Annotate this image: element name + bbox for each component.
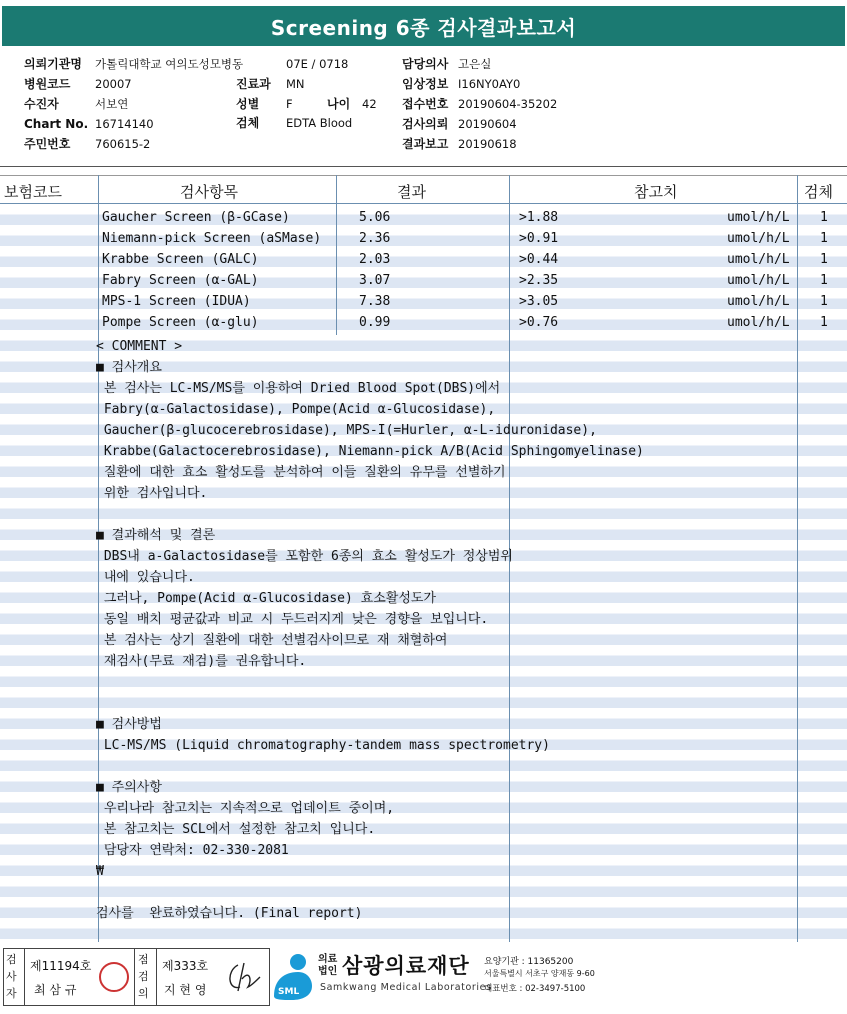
table-row bbox=[0, 270, 847, 291]
specimen-count: 1 bbox=[820, 273, 828, 288]
comment-line: 본 검사는 상기 질환에 대한 선별검사이므로 재 채혈하여 bbox=[96, 633, 448, 648]
comment-line: < COMMENT > bbox=[96, 339, 183, 354]
examiner-seal-icon bbox=[99, 962, 129, 992]
info-right-label: 담당의사 bbox=[402, 57, 449, 71]
info-left-value: 서보연 bbox=[95, 97, 129, 111]
comment-line: 본 참고치는 SCL에서 설정한 참고치 입니다. bbox=[96, 822, 376, 837]
info-left-label: 병원코드 bbox=[24, 77, 71, 91]
test-item: Fabry Screen (α-GAL) bbox=[102, 273, 259, 288]
reference-value: >2.35 bbox=[519, 273, 559, 288]
org-name: 삼광의료재단 bbox=[342, 954, 470, 978]
comment-line: 본 검사는 LC-MS/MS를 이용하여 Dried Blood Spot(DBS)에서 bbox=[96, 381, 501, 396]
info-right-label: 검사의뢰 bbox=[402, 117, 449, 131]
info-right-label: 접수번호 bbox=[402, 97, 449, 111]
test-item: Gaucher Screen (β-GCase) bbox=[102, 210, 290, 225]
table-row bbox=[0, 228, 847, 249]
age: 42 bbox=[362, 97, 377, 111]
reference-value: >0.76 bbox=[519, 315, 559, 330]
comment-line bbox=[96, 756, 644, 777]
sex: F bbox=[286, 97, 293, 111]
report-title: Screening 6종 검사결과보고서 bbox=[2, 6, 845, 46]
specimen-count: 1 bbox=[820, 252, 828, 267]
info-left-value: 20007 bbox=[95, 77, 132, 91]
comment-line: 담당자 연락처: 02-330-2081 bbox=[96, 843, 289, 858]
reference-value: >3.05 bbox=[519, 294, 559, 309]
header-divider-top bbox=[0, 166, 847, 167]
table-row bbox=[0, 312, 847, 333]
reviewer-signature-icon bbox=[224, 957, 264, 997]
info-left-value: 760615-2 bbox=[95, 137, 151, 151]
comment-line: 질환에 대한 효소 활성도를 분석하여 이들 질환의 유무를 선별하기 bbox=[96, 465, 506, 480]
info-left-value: 가톨릭대학교 여의도성모병동 bbox=[95, 57, 244, 71]
result-value: 0.99 bbox=[359, 315, 391, 330]
info-left-label: Chart No. bbox=[24, 117, 89, 131]
col-reference: 참고치 bbox=[634, 183, 678, 201]
result-value: 2.03 bbox=[359, 252, 391, 267]
comment-line bbox=[96, 504, 644, 525]
org-code: 요양기관 : 11365200 bbox=[484, 957, 574, 967]
comment-line: 재검사(무료 재검)를 권유합니다. bbox=[96, 654, 307, 669]
ward: 07E / 0718 bbox=[286, 57, 349, 71]
info-right-value: 20190604 bbox=[458, 117, 517, 131]
unit: umol/h/L bbox=[727, 210, 790, 225]
test-item: Pompe Screen (α-glu) bbox=[102, 315, 259, 330]
specimen: EDTA Blood bbox=[286, 116, 353, 130]
col-test-item: 검사항목 bbox=[180, 183, 238, 201]
comment-line: Gaucher(β-glucocerebrosidase), MPS-I(=Hurler, α-L-iduronidase), bbox=[96, 423, 597, 438]
info-right-value: 고은실 bbox=[458, 57, 492, 71]
col-specimen: 검체 bbox=[804, 183, 833, 201]
reference-value: >0.91 bbox=[519, 231, 559, 246]
comment-line: Fabry(α-Galactosidase), Pompe(Acid α-Glucosidase), bbox=[96, 402, 496, 417]
comment-line: 검사를 완료하였습니다. (Final report) bbox=[96, 906, 363, 921]
specimen-count: 1 bbox=[820, 210, 828, 225]
comment-line bbox=[96, 693, 644, 714]
org-type: 의료법인 bbox=[318, 954, 338, 977]
report-footer bbox=[0, 944, 847, 1014]
comment-line: 위한 검사입니다. bbox=[96, 486, 208, 501]
reviewer-number: 제333호 bbox=[162, 959, 209, 973]
age-label: 나이 bbox=[327, 97, 351, 111]
dept: MN bbox=[286, 77, 305, 91]
header-divider-mid bbox=[0, 175, 847, 176]
examiner-name: 최 삼 규 bbox=[34, 983, 77, 997]
info-right-value: 20190604-35202 bbox=[458, 97, 558, 111]
info-left-label: 주민번호 bbox=[24, 137, 71, 151]
unit: umol/h/L bbox=[727, 294, 790, 309]
test-item: Krabbe Screen (GALC) bbox=[102, 252, 259, 267]
comment-line: ■ 주의사항 bbox=[96, 780, 162, 795]
samkwang-logo-icon bbox=[270, 952, 314, 1002]
examiner-number: 제11194호 bbox=[30, 959, 92, 973]
comment-line: ■ 결과해석 및 결론 bbox=[96, 528, 216, 543]
specimen-label: 검체 bbox=[236, 116, 260, 130]
comment-line bbox=[96, 882, 644, 903]
specimen-count: 1 bbox=[820, 315, 828, 330]
test-item: Niemann-pick Screen (aSMase) bbox=[102, 231, 322, 246]
reviewer-label: 점검의 bbox=[138, 953, 149, 1000]
reviewer-name: 지 현 영 bbox=[164, 983, 207, 997]
result-value: 5.06 bbox=[359, 210, 391, 225]
table-row bbox=[0, 207, 847, 228]
specimen-count: 1 bbox=[820, 294, 828, 309]
table-row bbox=[0, 249, 847, 270]
info-left-value: 16714140 bbox=[95, 117, 154, 131]
result-value: 7.38 bbox=[359, 294, 391, 309]
test-item: MPS-1 Screen (IDUA) bbox=[102, 294, 251, 309]
signature-box bbox=[3, 948, 270, 1006]
comment-line: 동일 배치 평균값과 비교 시 두드러지게 낮은 경향을 보입니다. bbox=[96, 612, 489, 627]
result-value: 3.07 bbox=[359, 273, 391, 288]
col-insurance-code: 보험코드 bbox=[4, 183, 62, 201]
reference-value: >0.44 bbox=[519, 252, 559, 267]
comment-line: 그러나, Pompe(Acid α-Glucosidase) 효소활성도가 bbox=[96, 591, 436, 606]
info-left-label: 의뢰기관명 bbox=[24, 57, 82, 71]
unit: umol/h/L bbox=[727, 231, 790, 246]
unit: umol/h/L bbox=[727, 252, 790, 267]
dept-label: 진료과 bbox=[236, 77, 271, 91]
org-english-name: Samkwang Medical Laboratories bbox=[320, 982, 492, 993]
info-right-label: 임상정보 bbox=[402, 77, 449, 91]
reference-value: >1.88 bbox=[519, 210, 559, 225]
org-badge: SML bbox=[278, 987, 300, 997]
specimen-count: 1 bbox=[820, 231, 828, 246]
sex-label: 성별 bbox=[236, 97, 260, 111]
examiner-label: 검사자 bbox=[6, 953, 17, 1000]
comment-line: ■ 검사방법 bbox=[96, 717, 162, 732]
unit: umol/h/L bbox=[727, 315, 790, 330]
comment-line: DBS내 a-Galactosidase를 포함한 6종의 효소 활성도가 정상범위 bbox=[96, 549, 513, 564]
comment-line: 우리나라 참고치는 지속적으로 업데이트 중이며, bbox=[96, 801, 395, 816]
comment-line: ₩ bbox=[96, 864, 104, 879]
comment-block bbox=[96, 336, 644, 924]
info-right-value: I16NY0AY0 bbox=[458, 77, 521, 91]
info-right-label: 결과보고 bbox=[402, 137, 449, 151]
table-row bbox=[0, 291, 847, 312]
org-phone: 대표번호 : 02-3497-5100 bbox=[484, 984, 586, 994]
comment-line: Krabbe(Galactocerebrosidase), Niemann-pick A/B(Acid Sphingomyelinase) bbox=[96, 444, 644, 459]
unit: umol/h/L bbox=[727, 273, 790, 288]
result-value: 2.36 bbox=[359, 231, 391, 246]
info-left-label: 수진자 bbox=[24, 97, 59, 111]
comment-line: ■ 검사개요 bbox=[96, 360, 162, 375]
comment-line: LC-MS/MS (Liquid chromatography-tandem mass spectrometry) bbox=[96, 738, 550, 753]
comment-line: 내에 있습니다. bbox=[96, 570, 195, 585]
org-address: 서울특별시 서초구 양재동 9-60 bbox=[484, 969, 595, 978]
comment-line bbox=[96, 672, 644, 693]
col-result: 결과 bbox=[397, 183, 426, 201]
info-right-value: 20190618 bbox=[458, 137, 517, 151]
